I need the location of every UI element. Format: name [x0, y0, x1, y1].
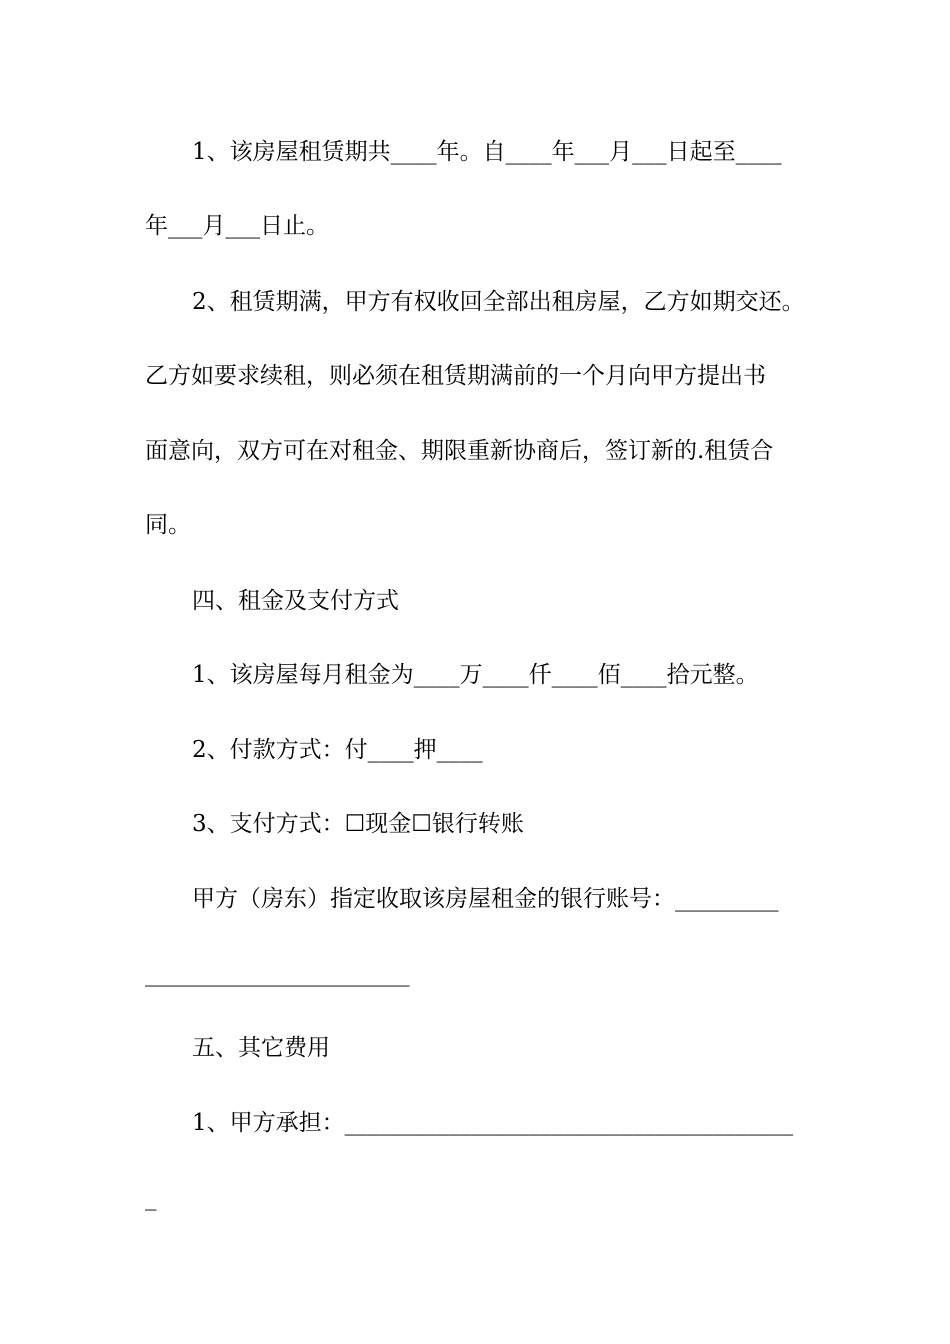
bank-account-blank: _______________________ [145, 961, 410, 987]
payment-type-clause: 3、支付方式：☐现金☐银行转账 [192, 811, 524, 837]
section-heading-rent-payment: 四、租金及支付方式 [192, 588, 399, 614]
landlord-costs-blank: _ [145, 1185, 157, 1211]
monthly-rent-clause: 1、该房屋每月租金为____万____仟____佰____拾元整。 [192, 662, 759, 688]
lease-expiry-clause-cont-2: 面意向，双方可在对租金、期限重新协商后，签订新的.租赁合 [145, 438, 774, 464]
bank-account-clause: 甲方（房东）指定收取该房屋租金的银行账号：_________ [192, 886, 779, 912]
lease-term-clause: 1、该房屋租赁期共____年。自____年___月___日起至____ [192, 139, 782, 165]
payment-method-clause: 2、付款方式：付____押____ [192, 737, 483, 763]
lease-expiry-clause-cont-1: 乙方如要求续租，则必须在租赁期满前的一个月向甲方提出书 [145, 363, 766, 389]
lease-term-clause-cont: 年___月___日止。 [145, 213, 329, 239]
lease-expiry-clause-cont-3: 同。 [145, 512, 191, 538]
landlord-costs-clause: 1、甲方承担：_______________________________________ [192, 1110, 794, 1136]
section-heading-other-fees: 五、其它费用 [192, 1035, 330, 1061]
lease-expiry-clause: 2、租赁期满，甲方有权收回全部出租房屋，乙方如期交还。 [192, 289, 805, 315]
